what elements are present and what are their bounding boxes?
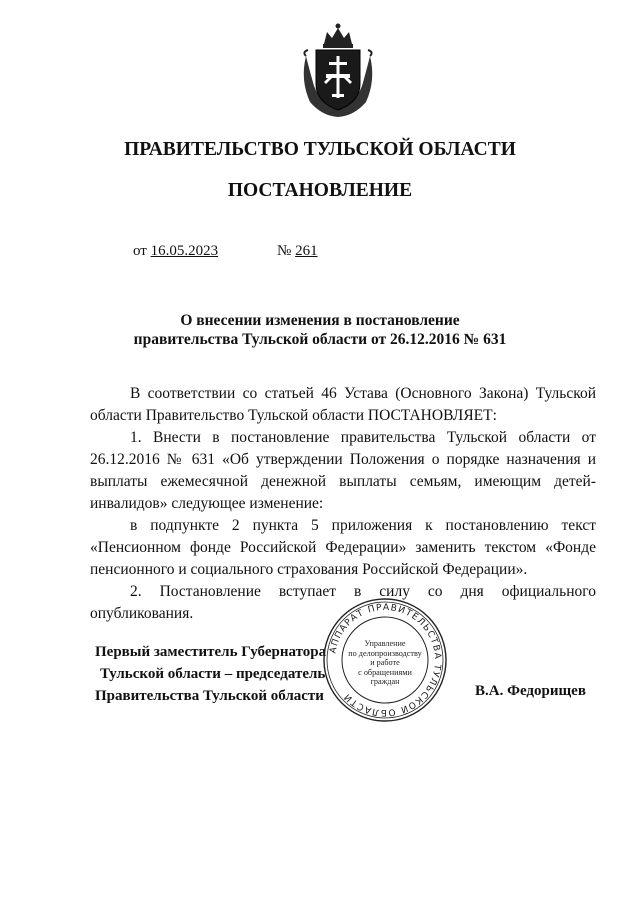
body-paragraph: В соответствии со статьей 46 Устава (Основного Закона) Тульской области Правительство Тульской области ПОСТАНОВЛЯЕТ: [90, 385, 596, 424]
body-paragraph: 1. Внести в постановление правительства Тульской области от 26.12.2016 № 631 «Об утверждении Положения о порядке назначения и выплаты ежемесячной денежной выплаты семьям, имеющим детей-инвалидов» следующее изменение: [90, 429, 596, 512]
date-prefix: от [133, 243, 147, 259]
position-line: Тульской области – председатель [100, 666, 326, 682]
government-title: ПРАВИТЕЛЬСТВО ТУЛЬСКОЙ ОБЛАСТИ [124, 139, 516, 160]
document-number [277, 243, 318, 260]
stamp-inner-text [340, 639, 430, 687]
number-sign: № [277, 243, 292, 259]
subject-line: правительства Тульской области от 26.12.2016 № 631 [133, 331, 507, 348]
stamp-line: Управление [364, 639, 406, 648]
stamp-line: по делопроизводству [348, 648, 422, 658]
body-paragraph: в подпункте 2 пункта 5 приложения к постановлению текст «Пенсионном фонде Российской Федерации» заменить текстом «Фонде пенсионного и социального страхования Российской Федерации». [90, 517, 596, 578]
position-line: Первый заместитель Губернатора [95, 644, 327, 660]
coat-of-arms-emblem [296, 22, 380, 118]
number-value: 261 [295, 243, 318, 259]
date-value: 16.05.2023 [150, 243, 219, 259]
stamp-ring-text: АППАРАТ ПРАВИТЕЛЬСТВА ТУЛЬСКОЙ ОБЛАСТИ [328, 602, 443, 718]
stamp-line: граждан [370, 677, 400, 686]
document-subject [0, 311, 640, 349]
position-line: Правительства Тульской области [95, 688, 324, 704]
document-type: ПОСТАНОВЛЕНИЕ [227, 180, 413, 201]
signatory-name: В.А. Федорищев [475, 683, 586, 699]
stamp-line: с обращениями [358, 667, 412, 677]
body-paragraph: 2. Постановление вступает в силу со дня официального опубликования. [90, 583, 596, 622]
signatory-position [95, 641, 326, 707]
document-date [133, 243, 218, 260]
stamp-line: и работе [370, 658, 400, 667]
subject-line: О внесении изменения в постановление [180, 312, 460, 329]
document-body [90, 383, 596, 625]
